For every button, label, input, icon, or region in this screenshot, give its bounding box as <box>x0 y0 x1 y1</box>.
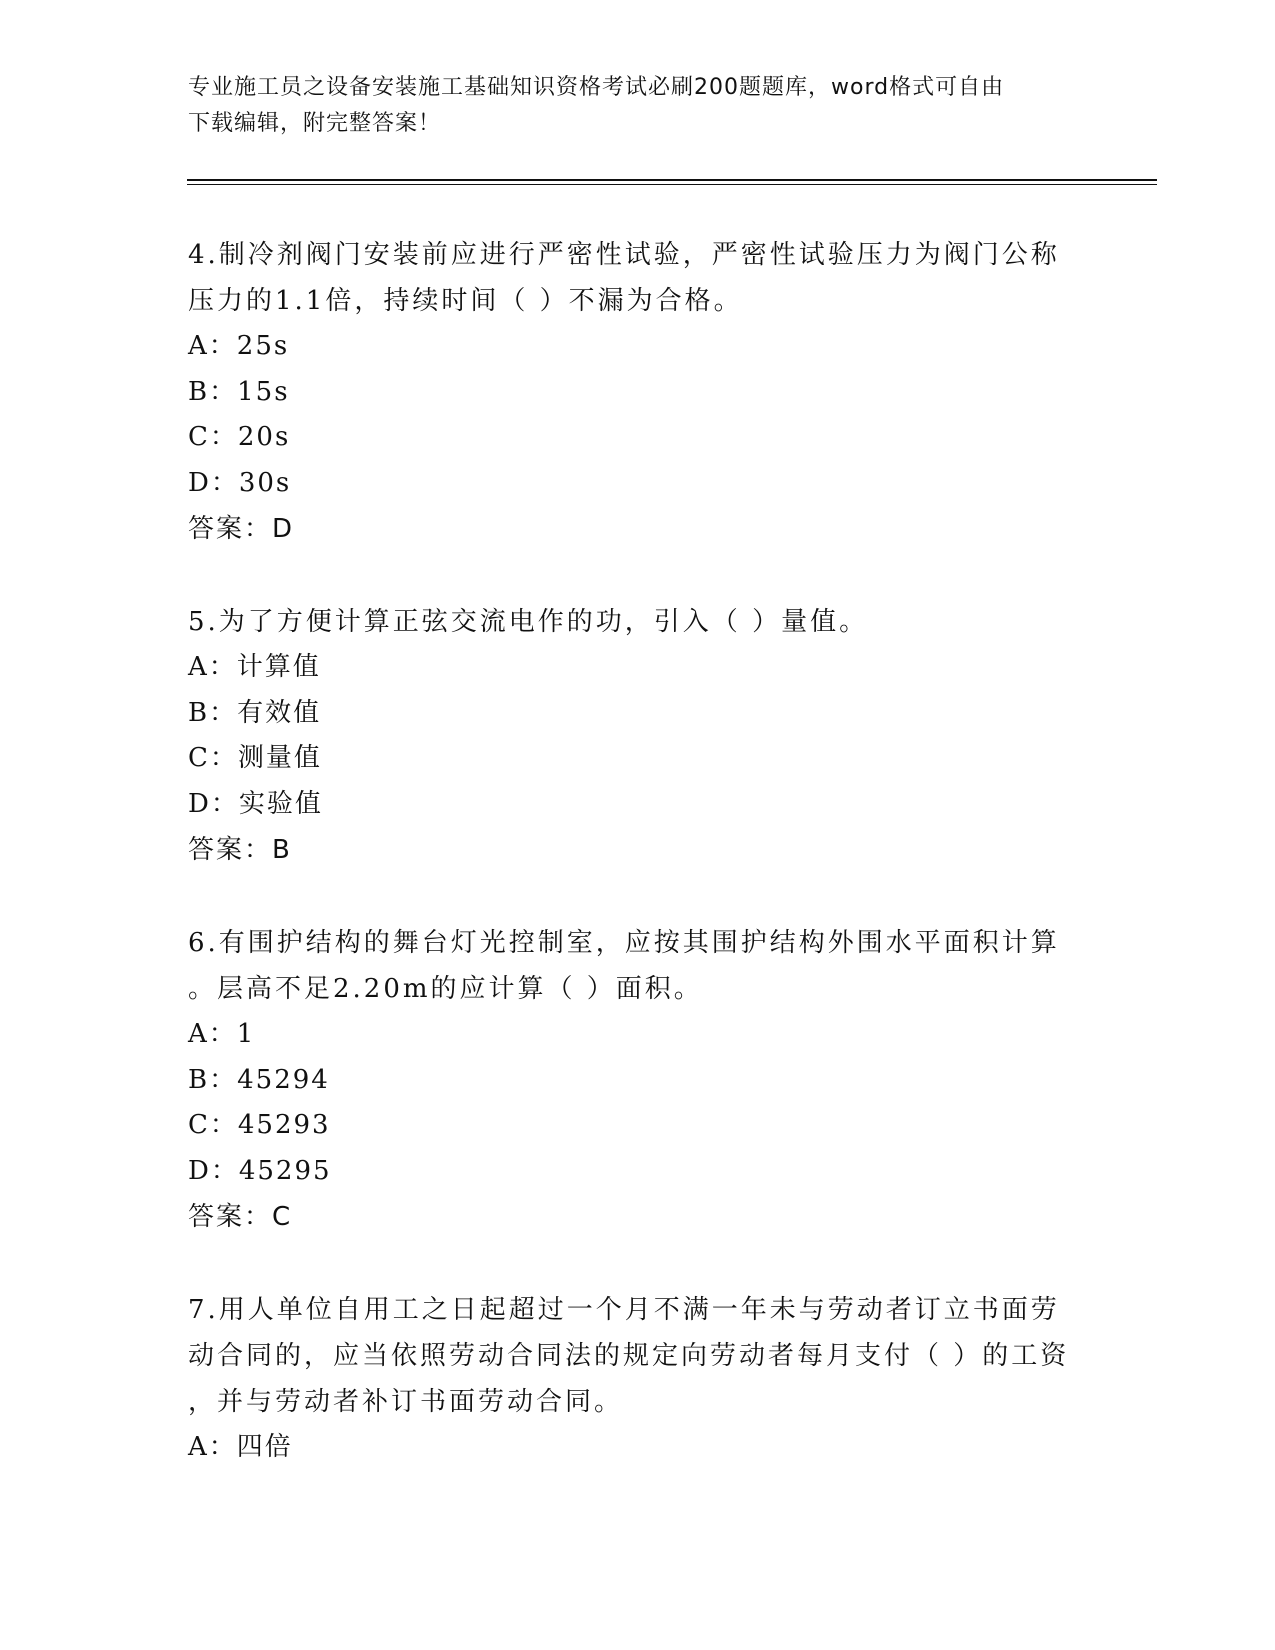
option-b: B：45294 <box>188 1064 330 1095</box>
question-6 <box>188 920 1088 1240</box>
question-stem-line: 压力的1.1倍，持续时间（ ）不漏为合格。 <box>188 286 743 316</box>
question-list <box>188 232 1088 1518</box>
option-c: C：45293 <box>188 1110 331 1140</box>
header-line-2: 下载编辑，附完整答案！ <box>188 111 442 136</box>
answer-line: 答案：C <box>188 1202 293 1232</box>
question-stem-line: 5.为了方便计算正弦交流电作的功，引入（ ）量值。 <box>188 607 869 637</box>
option-b: B：15s <box>188 376 290 407</box>
question-stem-line: 6.有围护结构的舞台灯光控制室，应按其围护结构外围水平面积计算 <box>188 928 1060 958</box>
option-c: C：20s <box>188 422 291 452</box>
option-d: D：30s <box>188 467 292 498</box>
question-stem-line: 4.制冷剂阀门安装前应进行严密性试验，严密性试验压力为阀门公称 <box>188 240 1060 270</box>
document-header <box>188 70 1068 142</box>
answer-line: 答案：B <box>188 835 292 865</box>
question-stem-line: 动合同的，应当依照劳动合同法的规定向劳动者每月支付（ ）的工资 <box>188 1341 1070 1371</box>
option-b: B：有效值 <box>188 697 322 728</box>
answer-line: 答案：D <box>188 514 295 544</box>
header-line-1: 专业施工员之设备安装施工基础知识资格考试必刷200题题库，word格式可自由 <box>188 75 1005 100</box>
option-a: A：25s <box>188 331 290 361</box>
option-c: C：测量值 <box>188 743 322 773</box>
question-4 <box>188 232 1088 552</box>
option-a: A：计算值 <box>188 652 321 682</box>
question-7 <box>188 1287 1088 1471</box>
option-d: D：实验值 <box>188 788 323 819</box>
option-a: A：四倍 <box>188 1432 293 1462</box>
question-stem-line: ，并与劳动者补订书面劳动合同。 <box>188 1387 624 1417</box>
question-stem-line: 7.用人单位自用工之日起超过一个月不满一年未与劳动者订立书面劳 <box>188 1295 1060 1325</box>
header-rule-thin <box>187 184 1157 185</box>
question-5 <box>188 599 1088 873</box>
question-stem-line: 。层高不足2.20m的应计算（ ）面积。 <box>188 974 703 1004</box>
header-rule-thick <box>187 179 1157 181</box>
option-d: D：45295 <box>188 1155 332 1186</box>
option-a: A：1 <box>188 1019 256 1049</box>
